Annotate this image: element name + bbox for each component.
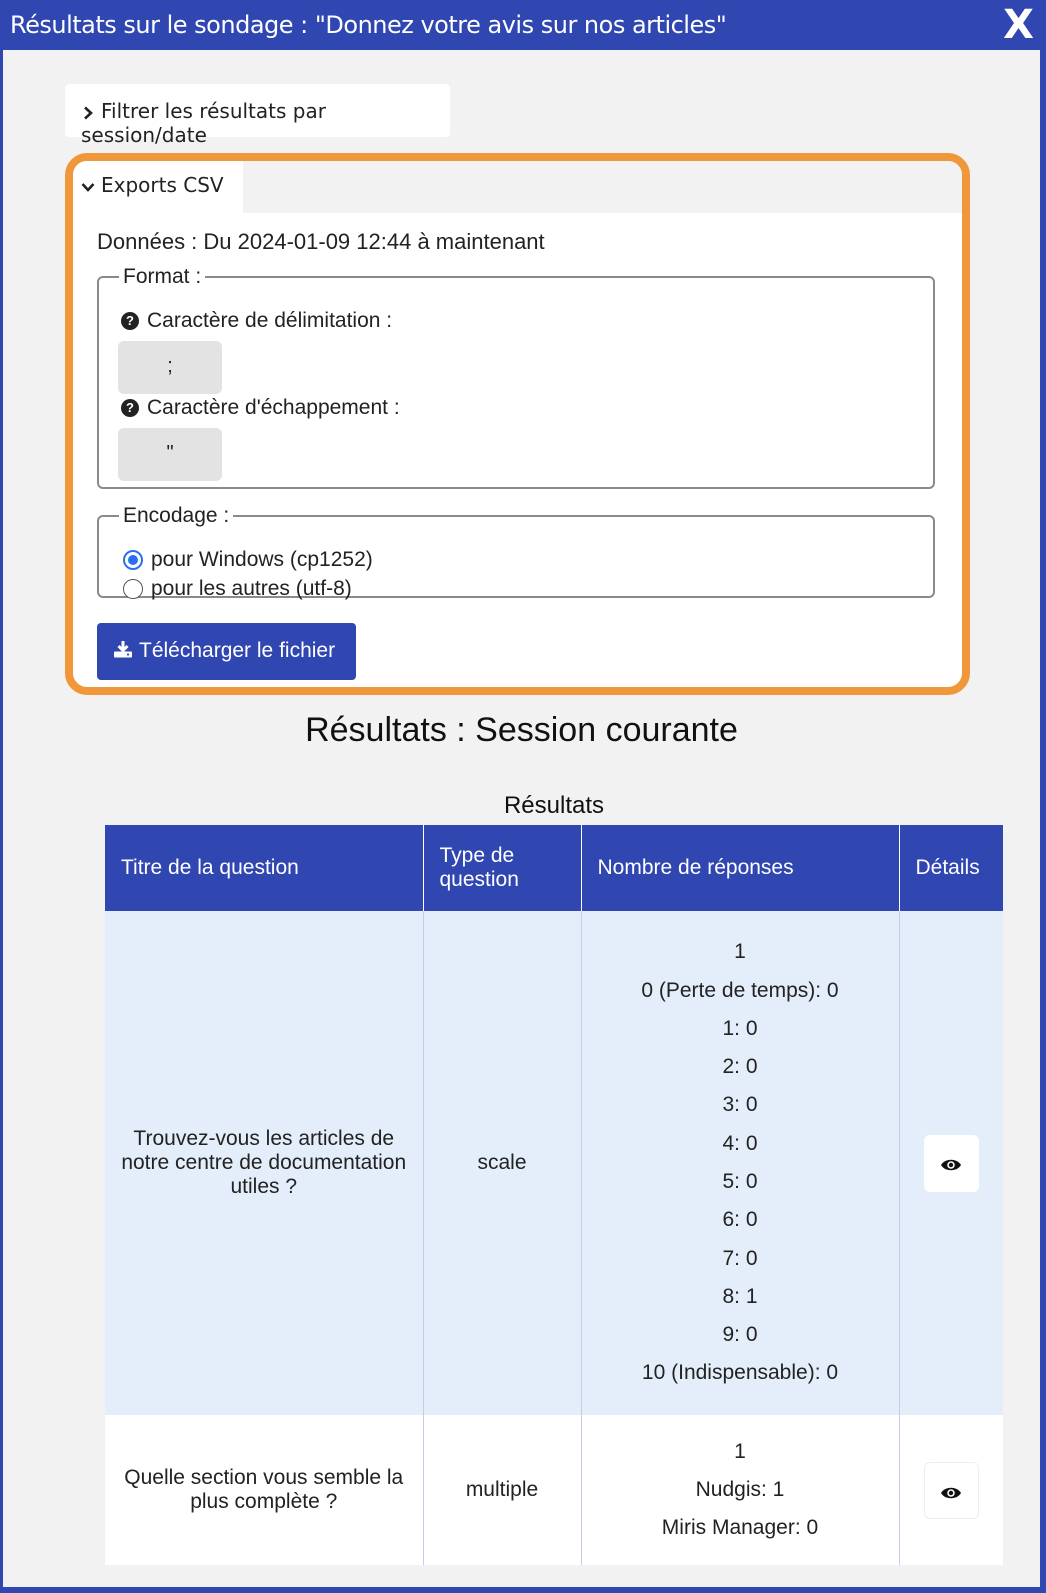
count-line: Nudgis: 1 [695,1477,785,1501]
close-button[interactable]: X [1003,2,1034,48]
count-line: 0 (Perte de temps): 0 [641,978,839,1002]
details-cell [899,911,1003,1415]
question-type-cell: scale [423,911,581,1415]
eye-icon [940,1157,962,1173]
question-type-cell: multiple [423,1415,581,1565]
format-legend: Format : [123,265,202,288]
radio-unselected[interactable] [123,579,143,599]
csv-export-tab[interactable] [73,161,243,213]
count-line: 1 [734,1439,746,1463]
results-table [105,825,1003,1565]
escape-label: Caractère d'échappement : [147,396,400,419]
table-header-row [105,825,1003,911]
count-line: 1 [734,940,746,964]
download-file-button[interactable] [97,623,356,680]
count-line: 4: 0 [722,1131,758,1155]
filter-toggle-label: Filtrer les résultats par session/date [81,99,326,147]
data-range-text: Données : Du 2024-01-09 12:44 à maintenant [97,229,545,254]
column-header-details: Détails [899,825,1003,911]
chevron-down-icon [81,180,95,194]
encoding-option-utf8[interactable] [123,577,352,601]
table-row [105,911,1003,1415]
encoding-option-label: pour Windows (cp1252) [151,548,373,571]
download-file-label: Télécharger le fichier [139,639,336,662]
escape-input[interactable]: " [118,428,222,481]
column-header-count: Nombre de réponses [581,825,899,911]
radio-selected[interactable] [123,550,143,570]
count-line: 9: 0 [722,1323,758,1347]
view-details-button[interactable] [924,1135,979,1192]
delimiter-input[interactable]: ; [118,341,222,394]
column-header-type: Type de question [423,825,581,911]
question-title-cell: Quelle section vous semble la plus complète ? [105,1415,423,1565]
response-count-cell [581,911,899,1415]
question-circle-icon[interactable]: ? [121,399,139,417]
table-row [105,1415,1003,1565]
eye-icon [940,1485,962,1501]
question-circle-icon[interactable]: ? [121,312,139,330]
window-titlebar [0,0,1046,50]
count-line: 5: 0 [722,1170,758,1193]
chevron-right-icon [81,106,95,120]
escape-label-row [121,396,400,420]
delimiter-label: Caractère de délimitation : [147,309,393,332]
csv-export-panel [65,153,970,695]
count-line: 6: 0 [722,1208,758,1232]
table-caption: Résultats [503,792,605,819]
dialog-content [3,50,1040,1587]
count-line: 10 (Indispensable): 0 [641,1361,839,1385]
delimiter-label-row [121,309,392,333]
count-line: 3: 0 [722,1093,758,1117]
response-count-cell [581,1415,899,1565]
details-cell [899,1415,1003,1565]
count-line: 2: 0 [722,1055,758,1079]
csv-export-tab-label: Exports CSV [101,173,224,197]
count-line: Miris Manager: 0 [661,1516,819,1540]
count-line: 7: 0 [722,1246,758,1270]
encoding-option-label: pour les autres (utf-8) [151,577,352,600]
format-fieldset [97,265,935,489]
encoding-option-cp1252[interactable] [123,548,373,572]
encoding-legend: Encodage : [123,504,230,527]
column-header-question: Titre de la question [105,825,423,911]
download-icon [113,640,133,658]
question-title-cell: Trouvez-vous les articles de notre centre de documentation utiles ? [105,911,423,1415]
session-title: Résultats : Session courante [305,711,738,749]
count-line: 1: 0 [722,1016,758,1040]
filter-toggle-button[interactable] [65,84,450,147]
encoding-fieldset [97,504,935,598]
count-line: 8: 1 [722,1284,758,1308]
csv-tab-bar [73,161,962,213]
view-details-button[interactable] [924,1462,979,1519]
window-title: Résultats sur le sondage : "Donnez votre avis sur nos articles" [10,11,727,39]
